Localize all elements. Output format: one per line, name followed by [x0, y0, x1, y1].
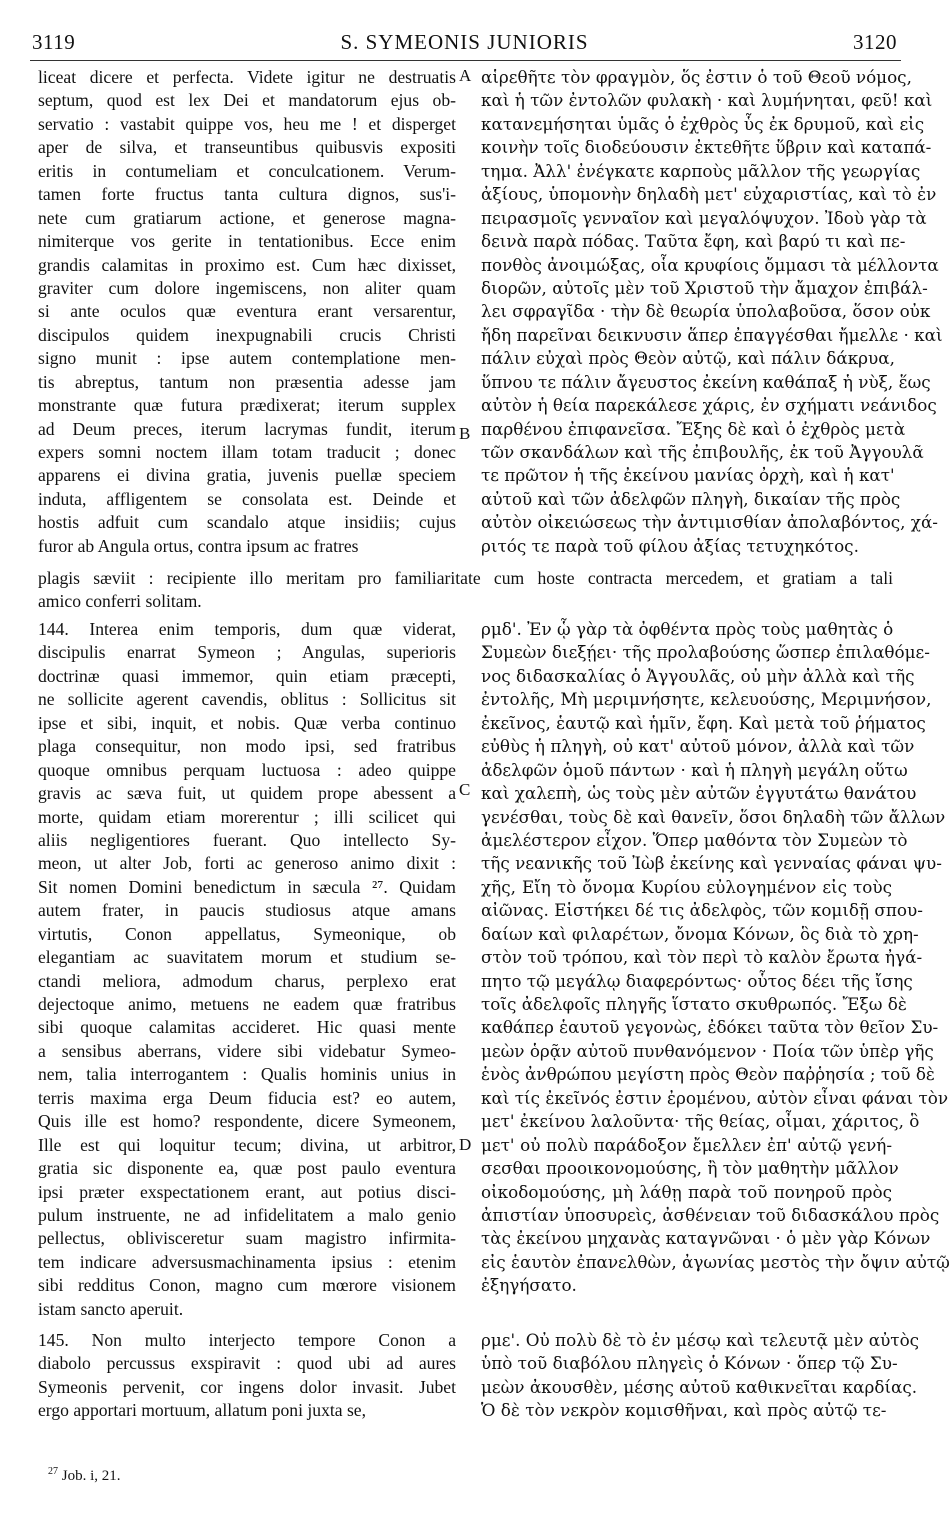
text-line: ριτός τε παρὰ τοῦ φίλου ἀξίας τετυχηκότος.	[481, 535, 859, 556]
text-line: 145. Non multo interjecto tempore Conon a	[38, 1330, 456, 1350]
text-line: ὕπνου τε πάλιν ἄγευστος ἐκείνη καθάπαξ ἡ νὺξ, ἕως	[481, 371, 931, 392]
text-line: ἀδελφῶν ὁμοῦ πάντων · καὶ ἡ πληγὴ μεγάλη οὕτω	[481, 759, 908, 780]
margin-letter-a: A	[459, 66, 472, 85]
text-line: doctrinæ quasi immemor, quin etiam præcepti,	[38, 665, 456, 686]
text-line: εἰς ἑαυτὸν ἐπανελθὼν, ἀγωνίας μεστὸς τὴν ὄψιν αὐτῷ	[481, 1251, 950, 1272]
text-line: tis abreptus, tantum non præsentia adesse jam	[38, 371, 456, 392]
text-line: καθάπερ ἑαυτοῦ γεγονὼς, ἐδόκει ταῦτα τὸν θεῖον Συ-	[481, 1017, 939, 1038]
text-line: κατανεμήσηται ὑμᾶς ὁ ἐχθρὸς ὗς ἐκ δρυμοῦ, καὶ εἰς	[481, 113, 925, 134]
greek-column-top	[481, 66, 943, 558]
text-line: ctandi meliora, admodum charus, perplexo erat	[38, 970, 456, 991]
text-line: liceat dicere et perfecta. Videte igitur ne destruatis	[38, 67, 456, 87]
text-line: 144. Interea enim temporis, dum quæ viderat,	[38, 619, 456, 639]
text-line: si ante oculos quæ eventura erant versarentur,	[38, 301, 456, 322]
text-line: ἀμελέστερον εἶχον. Ὅπερ μαθόντα τὸν Συμεὼν τὸ	[481, 829, 908, 850]
margin-letter-b: B	[459, 424, 471, 443]
text-line: quoque omnibus perquam luctuosa : adeo quippe	[38, 759, 456, 780]
text-line: morte, quidam etiam morerentur ; illi scilicet qui	[38, 806, 456, 827]
text-line: diabolo percussus exspiravit : quod ubi ad aures	[38, 1353, 456, 1374]
text-line: ipsi præter exspectationem erant, aut potius disci-	[38, 1181, 456, 1202]
text-line: μεὼν ἀκουσθὲν, μέσης αὐτοῦ καθικνεῖται καρδίας.	[481, 1376, 918, 1397]
text-line: οἰκοδομούσης, μὴ λάθῃ παρὰ τοῦ πονηροῦ πρὸς	[481, 1181, 892, 1202]
text-line: grandis calamitas in proximo est. Cum hæc dixisset,	[38, 254, 456, 275]
text-line: δαίων καὶ φιλαρέτων, ὄνομα Κόνων, ὃς διὰ τὸ χρη-	[481, 923, 919, 944]
text-line: τῶν σκανδάλων καὶ τῆς ἐπιβουλῆς, ἐκ τοῦ Ἀγγουλᾶ	[481, 442, 924, 462]
text-line: virtutis, Conon appellatus, Symeonique, ob	[38, 923, 456, 944]
text-line: τῆς νεανικῆς τοῦ Ἰὼβ ἐκείνης καὶ γενναίας φάναι ψυ-	[481, 853, 942, 874]
running-title: S. SYMEONIS JUNIORIS	[340, 30, 589, 54]
text-line: τὰς ἐκείνου μηχανὰς καταγνῶναι · ὁ μὲν γὰρ Κόνων	[481, 1228, 931, 1249]
text-line: ἀπιστίαν ὑποσυρεὶς, ἀσθένειαν τοῦ διδασκάλου πρὸς	[481, 1204, 940, 1225]
right-column-number: 3120	[853, 30, 897, 54]
text-line: eritis in contumeliam et conculcationem. Verum-	[38, 160, 456, 181]
text-line: σεσθαι προοικονομούσης, ἢ τὸν μαθητὴν μᾶλλον	[481, 1158, 899, 1179]
text-line: pulum instruente, ne ad infidelitatem a malo genio	[38, 1204, 456, 1225]
latin-full-width-continuation	[38, 567, 893, 614]
text-line: amico conferri solitam.	[38, 591, 202, 612]
text-line: servatio : vastabit quippe vos, heu me ! et disperget	[38, 113, 456, 134]
page-header	[32, 30, 897, 60]
text-line: Ὁ δὲ τὸν νεκρὸν κομισθῆναι, καὶ πρὸς αὐτῷ τε-	[481, 1400, 887, 1421]
footnote-number: 27	[48, 1466, 58, 1477]
footnote-text: Job. i, 21.	[61, 1468, 121, 1484]
text-line: ipse et sibi, inquit, et nobis. Quæ verba continuo	[38, 712, 456, 733]
text-line: sibi redditus Conon, magno cum mœrore visionem	[38, 1275, 456, 1296]
text-line: autem frater, in paucis studiosus atque amans	[38, 900, 456, 921]
text-line: τημα. Ἀλλ' ἐνέγκατε καρποὺς μᾶλλον τῆς γεωργίας	[481, 160, 921, 181]
text-line: λει σφραγῖδα · τὴν δὲ θεωρία ὑπολαβοῦσα, ὅσον οὐκ	[481, 301, 931, 322]
text-line: ἐκεῖνος, ἑαυτῷ καὶ ἡμῖν, ἔφη. Καὶ μετὰ τοῦ ῥήματος	[481, 712, 926, 733]
greek-column-section-145	[481, 1329, 920, 1423]
text-line: signo munit : ipse autem contemplatione men-	[38, 348, 456, 369]
latin-column-section-145	[38, 1329, 456, 1423]
text-line: ἐντολῆς, Μὴ μεριμνήσητε, κελευούσης, Μεριμνήσον,	[481, 689, 932, 710]
text-line: διορῶν, αὐτοῖς μὲν τοῦ Χριστοῦ τὴν ἄμαχον ἐπιβάλ-	[481, 277, 928, 298]
text-line: aper de silva, et transeuntibus quibusvis expositi	[38, 137, 456, 158]
text-line: aliis negligentiores fuerant. Quo intellecto Sy-	[38, 829, 456, 850]
footnote	[48, 1466, 121, 1485]
text-line: ρμδ'. Ἐν ᾧ γὰρ τὰ ὀφθέντα πρὸς τοὺς μαθητὰς ὁ	[481, 619, 894, 639]
text-line: Συμεὼν διεξῄει· τῆς προλαβούσης ὥσπερ ἐπιλαθόμε-	[481, 642, 930, 663]
text-line: furor ab Angula ortus, contra ipsum ac fratres	[38, 535, 359, 556]
text-line: elegantiam ac suavitatem morum et studium se-	[38, 947, 456, 968]
text-line: induta, affligentem se consolata est. Deinde et	[38, 488, 456, 509]
text-line: αὐτοῦ καὶ τῶν ἀδελφῶν πληγὴ, δικαίαν τῆς πρὸς	[481, 488, 901, 509]
text-line: tem indicare adversusmachinamenta ipsius : etenim	[38, 1251, 456, 1272]
margin-letter-d: D	[459, 1135, 472, 1154]
text-line: καὶ ἡ τῶν ἐντολῶν φυλακὴ · καὶ λυμήνηται, φεῦ! καὶ	[481, 90, 933, 111]
text-line: στὸν τοῦ τρόπου, καὶ τὸν περὶ τὸ καλὸν ἔρωτα ἠγά-	[481, 947, 923, 968]
text-line: Symeonis pervenit, cor ingens dolor invasit. Jubet	[38, 1376, 456, 1397]
text-line: sibi quoque calamitas accideret. Hic quasi mente	[38, 1017, 456, 1038]
text-line: παρθένου ἐπιφανεῖσα. Ἔξης δὲ καὶ ὁ ἐχθρὸς μετὰ	[481, 418, 906, 439]
text-line: gravis ac sæva fuit, ut quidem prope abessent a	[38, 783, 456, 804]
text-line: nem, talia interrogantem : Qualis hominis unius in	[38, 1064, 456, 1085]
text-line: καὶ χαλεπὴ, ὡς τοὺς μὲν αὐτῶν ἐγγυτάτω θανάτου	[481, 783, 917, 804]
text-line: νος διδασκαλίας ὁ Ἀγγουλᾶς, οὐ μὴν ἀλλὰ καὶ τῆς	[481, 665, 915, 686]
text-line: Quis ille est homo? respondente, dicere Symeonem,	[38, 1111, 456, 1132]
text-line: Ille est qui loquitur tecum; divina, ut arbitror,	[38, 1134, 456, 1155]
text-line: ὑπὸ τοῦ διαβόλου πληγεὶς ὁ Κόνων · ὅπερ τῷ Συ-	[481, 1353, 898, 1374]
text-line: ἀξίους, ὑπομονὴν δηλαδὴ μετ' εὐχαριστίας, καὶ τὸ ἐν	[481, 184, 937, 205]
text-line: γενέσθαι, τοὺς δὲ καὶ θανεῖν, ὅσοι δηλαδὴ τῶν ἄλλων	[481, 806, 946, 827]
text-line: μετ' οὐ πολὺ παράδοξον ἔμελλεν ἐπ' αὐτῷ γενή-	[481, 1134, 892, 1155]
text-line: monstrante quæ futura prædixerat; iterum supplex	[38, 395, 456, 416]
text-line: δεινὰ παρὰ πόδας. Ταῦτα ἔφη, καὶ βαρύ τι καὶ πε-	[481, 231, 906, 252]
header-rule	[30, 60, 901, 61]
text-line: καὶ τίς ἐκεῖνός ἐστιν ἐρομένου, αὐτὸν εἶναι φάναι τὸν	[481, 1087, 949, 1108]
text-line: gratia sic disponente ea, quæ post paulo eventura	[38, 1158, 456, 1179]
text-line: discipulis enarrat Symeon ; Angulas, superioris	[38, 642, 456, 663]
greek-column-section-144	[481, 618, 950, 1298]
text-line: septum, quod est lex Dei et mandatorum ejus ob-	[38, 90, 456, 111]
text-line: πάλιν εὐχαὶ πρὸς Θεὸν αὐτῷ, καὶ πάλιν δάκρυα,	[481, 348, 895, 369]
text-line: dejectoque animo, metuens ne eadem quæ fratribus	[38, 994, 456, 1014]
text-line: ἤδη παρεῖναι δεικνυσιν ἅπερ ἐπαγγέσθαι ἤμελλε · καὶ	[481, 324, 943, 345]
text-line: πητο τῷ μεγάλῳ διαφερόντως· οὗτος δέει τῆς ἴσης	[481, 970, 913, 991]
text-line: discipulos quidem inexpugnabili crucis Christi	[38, 324, 456, 345]
left-column-number: 3119	[32, 30, 76, 54]
text-line: χῆς, Εἴη τὸ ὄνομα Κυρίου εὐλογημένον εἰς τοὺς	[481, 876, 892, 897]
text-line: hostis adfuit cum scandalo atque insidiis; cujus	[38, 512, 456, 533]
text-line: nimiterque vos gerite in tentationibus. Ecce enim	[38, 231, 456, 252]
text-line: tamen forte fructus tanta cultura dignos, sus'i-	[38, 184, 456, 205]
text-line: αἱρεθῆτε τὸν φραγμὸν, ὅς ἐστιν ὁ τοῦ Θεοῦ νόμος,	[481, 67, 912, 87]
text-line: ἑνὸς ἀνθρώπου μεγίστη πρὸς Θεὸν παῤῥησία ; τοῦ δὲ	[481, 1064, 935, 1085]
text-line: ad Deum preces, iterum lacrymas fundit, iterum	[38, 418, 456, 439]
text-line: τε πρῶτον ἡ τῆς ἐκείνου μανίας ὀρχὴ, καὶ ἡ κατ'	[481, 465, 895, 486]
text-line: plagis sæviit : recipiente illo meritam pro familiaritate cum hoste contracta mercedem, et gratiam a tali	[38, 568, 893, 588]
text-line: κοινὴν τοῖς διοδεύουσιν ἐκτεθῆτε ὕβριν καὶ καταπά-	[481, 137, 932, 158]
text-line: ergo apportari mortuum, allatum poni juxta se,	[38, 1400, 367, 1421]
text-line: εὐθὺς ἡ πληγὴ, οὐ κατ' αὐτοῦ μόνον, ἀλλὰ καὶ τῶν	[481, 736, 915, 757]
text-line: istam sancto aperuit.	[38, 1298, 184, 1319]
text-line: αἰῶνας. Εἱστήκει δέ τις ἀδελφὸς, τῶν κομιδῇ σπου-	[481, 900, 923, 921]
text-line: ρμε'. Οὐ πολὺ δὲ τὸ ἐν μέσῳ καὶ τελευτᾷ μὲν αὐτὸς	[481, 1330, 920, 1350]
text-line: πονθὸς ἀνοιμώξας, οἷα κρυφίοις ὄμμασι τὰ μέλλοντα	[481, 254, 939, 275]
text-line: μετ' ἐκείνου λαλοῦντα· τῆς θείας, οἶμαι, χάριτος, ὃ	[481, 1111, 920, 1132]
text-line: αὐτὸν οἰκειώσεως τὴν ἀντιμισθίαν ἀπολαβόντος, χά-	[481, 512, 938, 533]
text-line: πειρασμοῖς γενναῖον καὶ μεγαλόψυχον. Ἰδοὺ γὰρ τὰ	[481, 207, 927, 228]
text-line: plaga consequitur, non modo ipsi, sed fratribus	[38, 736, 456, 757]
text-line: expers somni noctem illam totam traducit ; donec	[38, 442, 456, 462]
text-line: apparens ei divina gratia, juvenis puellæ speciem	[38, 465, 456, 486]
text-line: αὐτὸν ἡ θεία παρεκάλεσε χάρις, ἐν σχήματι νεάνιδος	[481, 395, 937, 416]
text-line: τοῖς ἀδελφοῖς πληγῆς ἵστατο σκυθρωπός. Ἔξω δὲ	[481, 994, 907, 1014]
latin-column-section-144	[38, 618, 456, 1321]
margin-letter-c: C	[459, 780, 471, 799]
latin-column-top	[38, 66, 456, 558]
text-line: ne sollicite agerent cavendis, oblitus : Sollicitus sit	[38, 689, 456, 710]
text-line: Sit nomen Domini benedictum in sæcula ²⁷. Quidam	[38, 876, 456, 897]
text-line: ἐξηγήσατο.	[481, 1275, 577, 1296]
text-line: meon, ut alter Job, forti ac generoso animo dixit :	[38, 853, 456, 874]
text-line: μεὼν ὁρᾷν αὐτοῦ πυνθανόμενον · Ποία τῶν ὑπὲρ γῆς	[481, 1040, 934, 1061]
text-line: nete cum gratiarum actione, et generose magna-	[38, 207, 456, 228]
text-line: terris maxima erga Deum fiducia est? eo autem,	[38, 1087, 456, 1108]
text-line: graviter cum dolore ingemiscens, non aliter quam	[38, 277, 456, 298]
text-line: a sensibus aberrans, videre sibi videbatur Symeo-	[38, 1040, 456, 1061]
text-line: pellectus, oblivisceretur suam magistro infirmita-	[38, 1228, 456, 1249]
